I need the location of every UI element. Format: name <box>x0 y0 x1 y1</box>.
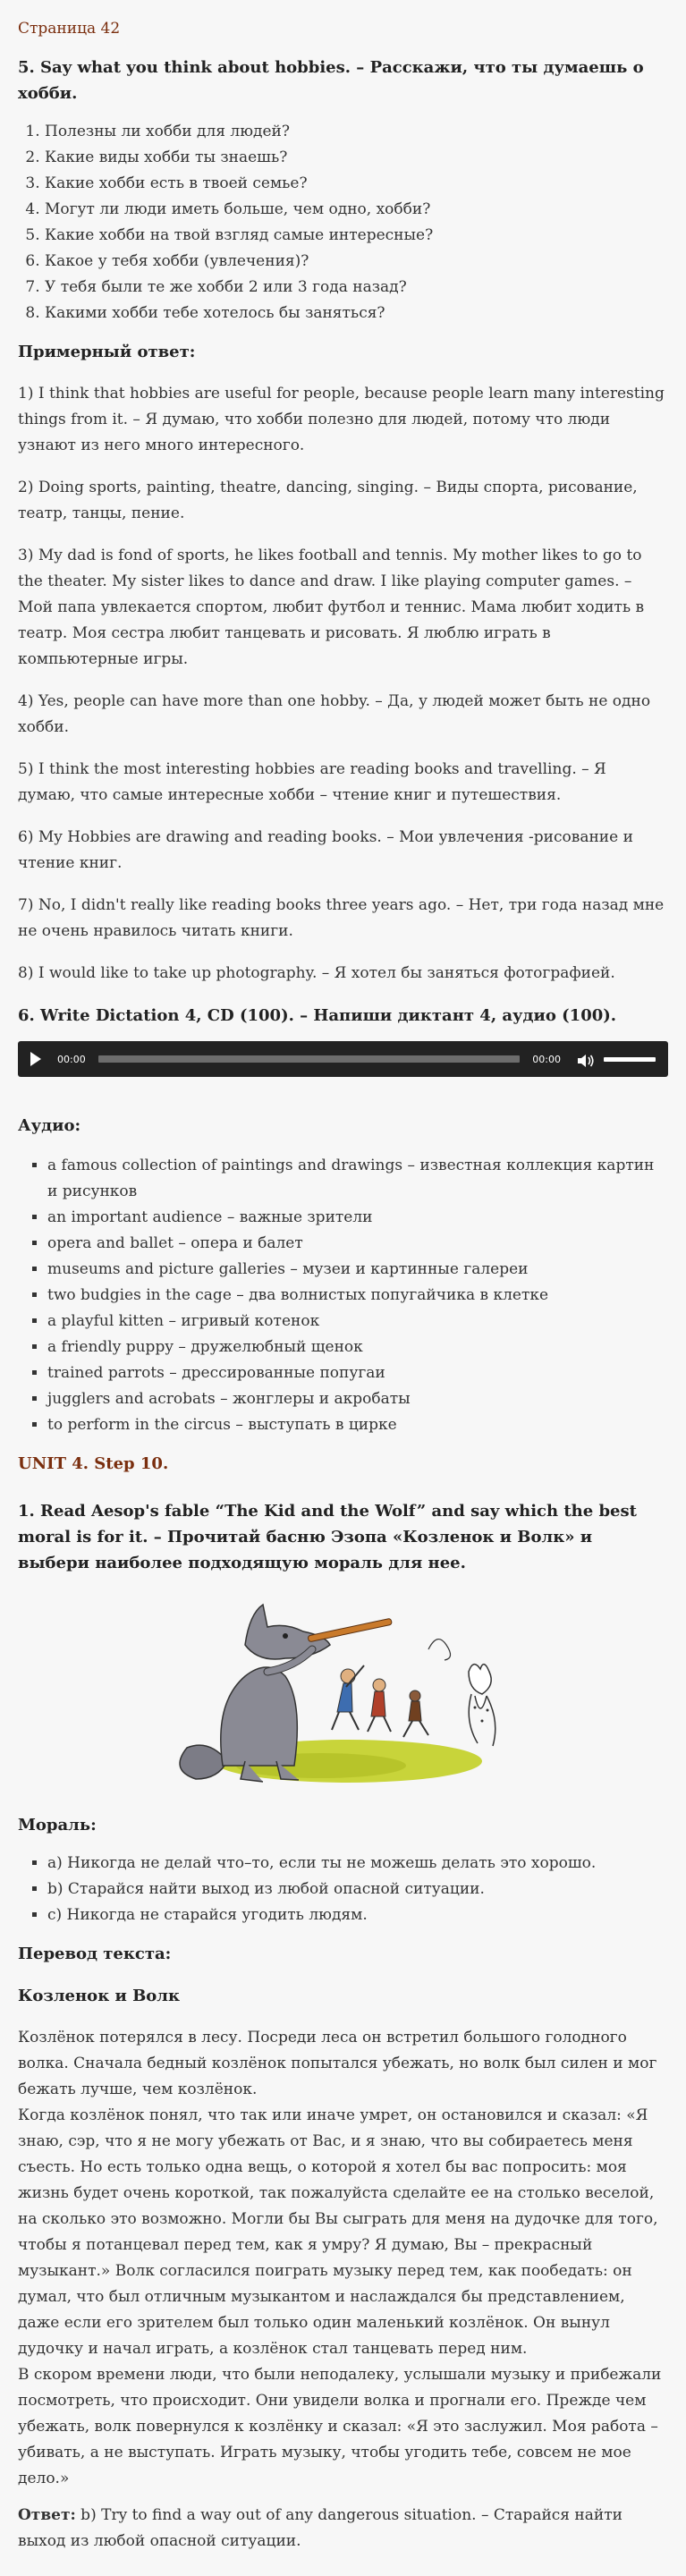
answer-heading: Примерный ответ: <box>18 343 196 361</box>
list-item: ▪ jugglers and acrobats – жонглеры и акробаты <box>47 1386 668 1412</box>
moral-list <box>18 1851 668 1928</box>
current-time: 00:00 <box>57 1053 86 1065</box>
list-item: ▪ a famous collection of paintings and drawings – известная коллекция картин и рисунков <box>47 1153 668 1205</box>
speaker-icon <box>577 1054 595 1068</box>
question-list <box>18 119 668 326</box>
story-paragraph: Козлёнок потерялся в лесу. Посреди леса он встретил большого голодного волка. Сначала бедный козлёнок попытался убежать, но волк был силен и мог бежать лучше, чем козлёнок. <box>18 2029 657 2098</box>
duration-time: 00:00 <box>532 1053 561 1065</box>
list-item: ▪ to perform in the circus – выступать в цирке <box>47 1412 668 1438</box>
list-item: ▪ opera and ballet – опера и балет <box>47 1231 668 1257</box>
audio-heading: Аудио: <box>18 1116 81 1135</box>
answer-paragraph: 8) I would like to take up photography. – Я хотел бы заняться фотографией. <box>18 964 615 982</box>
answer-paragraph: 3) My dad is fond of sports, he likes football and tennis. My mother likes to go to the theater. My sister likes to dance and draw. I like playing computer games. – Мой папа увлекается спортом, любит футбол и теннис. Мама любит ходить в театр. Моя сестра любит танцевать и рисовать. Я люблю играть в компьютерные игры. <box>18 547 645 668</box>
list-item: ▪ an important audience – важные зрители <box>47 1205 668 1231</box>
list-item: 7. У тебя были те же хобби 2 или 3 года назад? <box>45 275 668 301</box>
answer-paragraph: 1) I think that hobbies are useful for people, because people learn many interesting things from it. – Я думаю, что хобби полезно для людей, потому что люди узнают из него много интересного. <box>18 385 665 454</box>
list-item: ▪ a friendly puppy – дружелюбный щенок <box>47 1335 668 1360</box>
volume-slider[interactable] <box>604 1057 656 1062</box>
answer-paragraph: 6) My Hobbies are drawing and reading books. – Мои увлечения -рисование и чтение книг. <box>18 828 633 872</box>
volume-icon[interactable] <box>577 1052 595 1066</box>
list-item: ▪ c) Никогда не старайся угодить людям. <box>47 1902 668 1928</box>
final-answer <box>18 2503 668 2555</box>
progress-rail[interactable] <box>98 1055 521 1063</box>
list-item: 5. Какие хобби на твой взгляд самые интересные? <box>45 223 668 249</box>
moral-heading: Мораль: <box>18 1816 97 1835</box>
list-item: 6. Какое у тебя хобби (увлечения)? <box>45 249 668 275</box>
task1-heading: 1. Read Aesop's fable “The Kid and the Wolf” and say which the best moral is for it. – Прочитай басню Эзопа «Козленок и Волк» и выбери наиболее подходящую мораль для нее. <box>18 1502 637 1572</box>
story-paragraph: В скором времени люди, что были неподалеку, услышали музыку и прибежали посмотреть, что происходит. Они увидели волка и прогнали его. Прежде чем убежать, волк повернулся к козлёнку и сказал: «Я это заслужил. Моя работа – убивать, а не выступать. Играть музыку, чтобы угодить тебе, совсем не мое дело.» <box>18 2366 662 2487</box>
translation-heading: Перевод текста: <box>18 1945 172 1963</box>
list-item: ▪ trained parrots – дрессированные попугаи <box>47 1360 668 1386</box>
audio-player <box>18 1041 668 1077</box>
list-item: ▪ a playful kitten – игривый котенок <box>47 1309 668 1335</box>
story-paragraph: Когда козлёнок понял, что так или иначе умрет, он остановился и сказал: «Я знаю, сэр, что я не могу убежать от Вас, и я знаю, что вы собираетесь меня съесть. Но есть только одна вещь, о которой я хотел бы вас попросить: моя жизнь будет очень короткой, так пожалуйста сделайте ее на столько веселой, на сколько это возможно. Могли бы Вы сыграть для меня на дудочке для того, чтобы я потанцевал перед тем, как я умру? Я думаю, Вы – прекрасный музыкант.» Волк согласился поиграть музыку перед тем, как пообедать: он думал, что был отличным музыкантом и наслаждался бы представлением, даже если его зрителем был только один маленький козлёнок. Он вынул дудочку и начал играть, а козлёнок стал танцевать перед ним. <box>18 2106 658 2358</box>
story-title: Козленок и Волк <box>18 1987 180 2005</box>
answer-label: Ответ: <box>18 2506 76 2524</box>
fable-illustration <box>160 1596 527 1792</box>
unit-label: UNIT 4. Step 10. <box>18 1454 169 1473</box>
answer-paragraph: 7) No, I didn't really like reading books three years ago. – Нет, три года назад мне не очень нравилось читать книги. <box>18 896 665 940</box>
vocabulary-list <box>18 1153 668 1438</box>
task6-heading: 6. Write Dictation 4, CD (100). – Напиши диктант 4, аудио (100). <box>18 1006 617 1025</box>
list-item: 1. Полезны ли хобби для людей? <box>45 119 668 145</box>
list-item: 3. Какие хобби есть в твоей семье? <box>45 171 668 197</box>
list-item: 2. Какие виды хобби ты знаешь? <box>45 145 668 171</box>
list-item: ▪ museums and picture galleries – музеи и картинные галереи <box>47 1257 668 1283</box>
task5-heading: 5. Say what you think about hobbies. – Расскажи, что ты думаешь о хобби. <box>18 58 644 103</box>
list-item: 8. Какими хобби тебе хотелось бы заняться? <box>45 301 668 326</box>
play-icon[interactable] <box>30 1052 41 1066</box>
answer-paragraph: 2) Doing sports, painting, theatre, dancing, singing. – Виды спорта, рисование, театр, танцы, пение. <box>18 479 638 522</box>
answer-text: b) Try to find a way out of any dangerous situation. – Старайся найти выход из любой опасной ситуации. <box>18 2506 622 2550</box>
list-item: ▪ a) Никогда не делай что–то, если ты не можешь делать это хорошо. <box>47 1851 668 1877</box>
answer-paragraph: 5) I think the most interesting hobbies are reading books and travelling. – Я думаю, что самые интересные хобби – чтение книг и путешествия. <box>18 760 606 804</box>
list-item: ▪ two budgies in the cage – два волнистых попугайчика в клетке <box>47 1283 668 1309</box>
story-text <box>18 2025 668 2492</box>
answer-paragraph: 4) Yes, people can have more than one hobby. – Да, у людей может быть не одно хобби. <box>18 692 651 736</box>
list-item: 4. Могут ли люди иметь больше, чем одно, хобби? <box>45 197 668 223</box>
page-label: Страница 42 <box>18 20 121 38</box>
list-item: ▪ b) Старайся найти выход из любой опасной ситуации. <box>47 1877 668 1902</box>
